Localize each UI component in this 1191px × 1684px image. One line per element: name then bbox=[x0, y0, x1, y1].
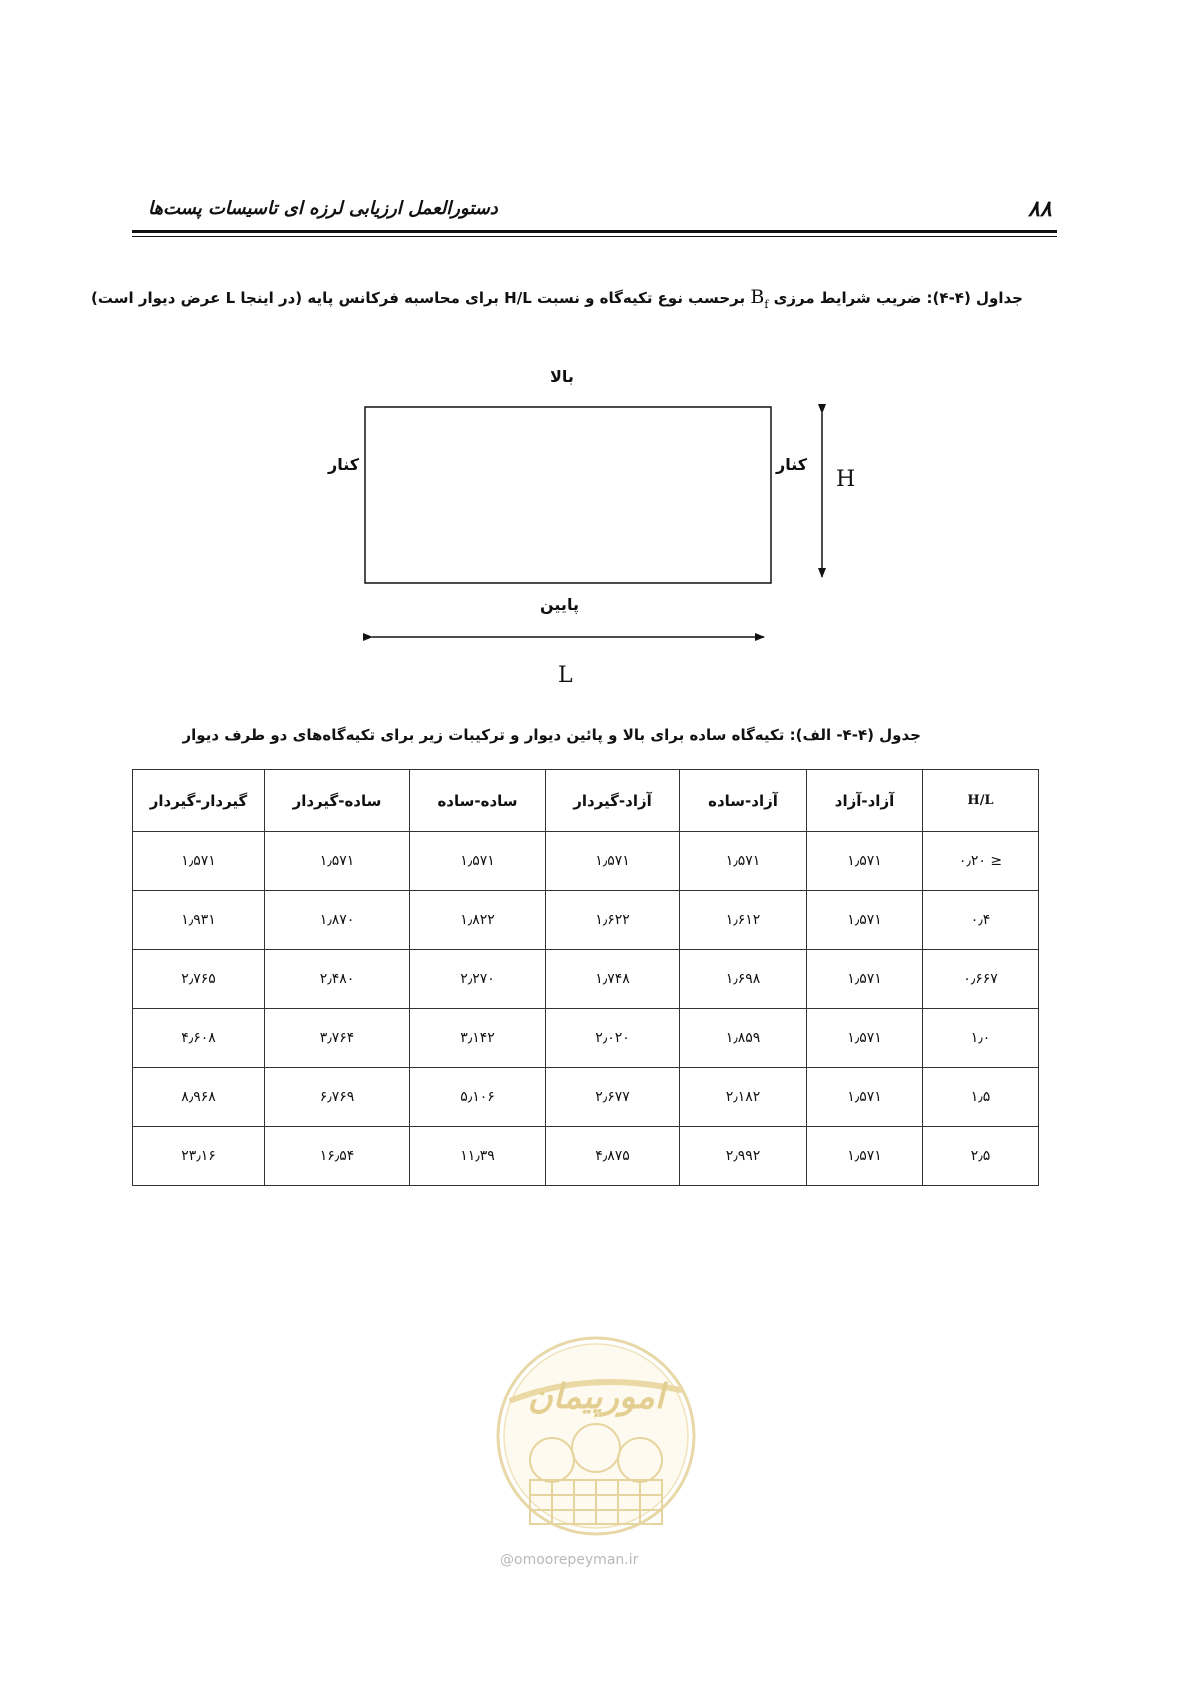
wall-diagram-graphic bbox=[300, 355, 860, 695]
table-cell: ۲۳٫۱۶ bbox=[133, 1127, 265, 1186]
table-cell: ۱٫۵۷۱ bbox=[546, 832, 680, 891]
table-header-row bbox=[133, 770, 1039, 832]
caption-var-l: L bbox=[225, 289, 236, 307]
table-cell: ۱٫۷۴۸ bbox=[546, 950, 680, 1009]
table-cell: ۱٫۶۲۲ bbox=[546, 891, 680, 950]
wall-rectangle bbox=[365, 407, 771, 583]
header-rule-thick bbox=[132, 230, 1057, 233]
col-header-hl: H/L bbox=[923, 770, 1039, 832]
table-cell: ۱٫۵۷۱ bbox=[807, 1009, 923, 1068]
watermark-logo bbox=[490, 1330, 702, 1550]
col-header-free-free: آزاد-آزاد bbox=[807, 770, 923, 832]
bf-symbol: $B_f$ bbox=[750, 286, 769, 311]
watermark-url: @omoorepeyman.ir bbox=[500, 1552, 639, 1568]
col-header-fixed-fixed: گیردار-گیردار bbox=[133, 770, 265, 832]
running-header-title: دستورالعمل ارزیابی لرزه ای تاسیسات پست‌ها bbox=[148, 198, 498, 219]
caption-ratio: H/L bbox=[504, 289, 532, 307]
table-cell: ۱٫۵۷۱ bbox=[680, 832, 807, 891]
table-cell: ۱٫۵ bbox=[923, 1068, 1039, 1127]
table-cell: ۱٫۰ bbox=[923, 1009, 1039, 1068]
table-cell: ۲٫۰۲۰ bbox=[546, 1009, 680, 1068]
table-cell: ۱٫۶۹۸ bbox=[680, 950, 807, 1009]
table-cell: ۲٫۹۹۲ bbox=[680, 1127, 807, 1186]
table-row bbox=[133, 1127, 1039, 1186]
table-row bbox=[133, 891, 1039, 950]
table-cell: ۲٫۴۸۰ bbox=[265, 950, 410, 1009]
table-cell: ۱٫۶۱۲ bbox=[680, 891, 807, 950]
table-cell: ۱٫۵۷۱ bbox=[807, 1068, 923, 1127]
length-symbol: L bbox=[558, 663, 573, 688]
label-side-left: کنار bbox=[328, 455, 360, 474]
table-cell: ۱٫۵۷۱ bbox=[410, 832, 546, 891]
header-rule-thin bbox=[132, 236, 1057, 237]
table-caption-sub: جدول (۴-۴- الف): تکیه‌گاه ساده برای بالا و پائین دیوار و ترکیبات زیر برای تکیه‌گاه‌های دو طرف دیوار bbox=[182, 726, 921, 744]
table-row bbox=[133, 832, 1039, 891]
table-cell: ۱۱٫۳۹ bbox=[410, 1127, 546, 1186]
table-cell: ۱۶٫۵۴ bbox=[265, 1127, 410, 1186]
table-cell: ۱٫۹۳۱ bbox=[133, 891, 265, 950]
watermark-seal-icon bbox=[490, 1330, 702, 1550]
table-cell: ۲٫۷۶۵ bbox=[133, 950, 265, 1009]
table-row bbox=[133, 950, 1039, 1009]
table-cell: ۱٫۵۷۱ bbox=[807, 1127, 923, 1186]
label-top: بالا bbox=[550, 367, 574, 386]
table-cell: ۴٫۸۷۵ bbox=[546, 1127, 680, 1186]
table-caption-main bbox=[91, 286, 1023, 311]
table-cell: ۴٫۶۰۸ bbox=[133, 1009, 265, 1068]
table-cell: ۰٫۴ bbox=[923, 891, 1039, 950]
table-cell: ۲٫۲۷۰ bbox=[410, 950, 546, 1009]
table-cell: ۱٫۸۷۰ bbox=[265, 891, 410, 950]
height-symbol: H bbox=[836, 467, 856, 492]
table-cell: ۱٫۸۲۲ bbox=[410, 891, 546, 950]
wall-diagram bbox=[300, 355, 860, 695]
col-header-free-simple: آزاد-ساده bbox=[680, 770, 807, 832]
caption-part3: برای محاسبه فرکانس پایه (در اینجا bbox=[240, 289, 499, 307]
table-cell: ۳٫۱۴۲ bbox=[410, 1009, 546, 1068]
table-cell: ۱٫۵۷۱ bbox=[265, 832, 410, 891]
table-row bbox=[133, 1068, 1039, 1127]
table-cell: ۳٫۷۶۴ bbox=[265, 1009, 410, 1068]
table-row bbox=[133, 1009, 1039, 1068]
table-cell: ۱٫۵۷۱ bbox=[807, 832, 923, 891]
table-cell: ۶٫۷۶۹ bbox=[265, 1068, 410, 1127]
col-header-simple-fixed: ساده-گیردار bbox=[265, 770, 410, 832]
caption-part4: عرض دیوار است) bbox=[91, 289, 221, 307]
table-cell: ۰٫۶۶۷ bbox=[923, 950, 1039, 1009]
table-cell: ۱٫۸۵۹ bbox=[680, 1009, 807, 1068]
table-cell: ۵٫۱۰۶ bbox=[410, 1068, 546, 1127]
caption-prefix: جداول (۴-۴): ضریب شرایط مرزی bbox=[773, 289, 1023, 307]
label-side-right: کنار bbox=[776, 455, 808, 474]
page-number: ۸۸ bbox=[1028, 196, 1052, 222]
table-cell: ۱٫۵۷۱ bbox=[807, 891, 923, 950]
table-cell: ۲٫۵ bbox=[923, 1127, 1039, 1186]
table-cell: ۱٫۵۷۱ bbox=[807, 950, 923, 1009]
table-cell: ۸٫۹۶۸ bbox=[133, 1068, 265, 1127]
label-bottom: پایین bbox=[540, 595, 579, 614]
table-cell: ۱٫۵۷۱ bbox=[133, 832, 265, 891]
table-cell: ۲٫۶۷۷ bbox=[546, 1068, 680, 1127]
col-header-free-fixed: آزاد-گیردار bbox=[546, 770, 680, 832]
col-header-simple-simple: ساده-ساده bbox=[410, 770, 546, 832]
svg-text:امورپیمان: امورپیمان bbox=[527, 1377, 665, 1417]
caption-part2: برحسب نوع تکیه‌گاه و نسبت bbox=[537, 289, 746, 307]
boundary-coefficient-table bbox=[132, 769, 1039, 1186]
table-cell: ۲٫۱۸۲ bbox=[680, 1068, 807, 1127]
table-cell: ≤ ۰٫۲۰ bbox=[923, 832, 1039, 891]
